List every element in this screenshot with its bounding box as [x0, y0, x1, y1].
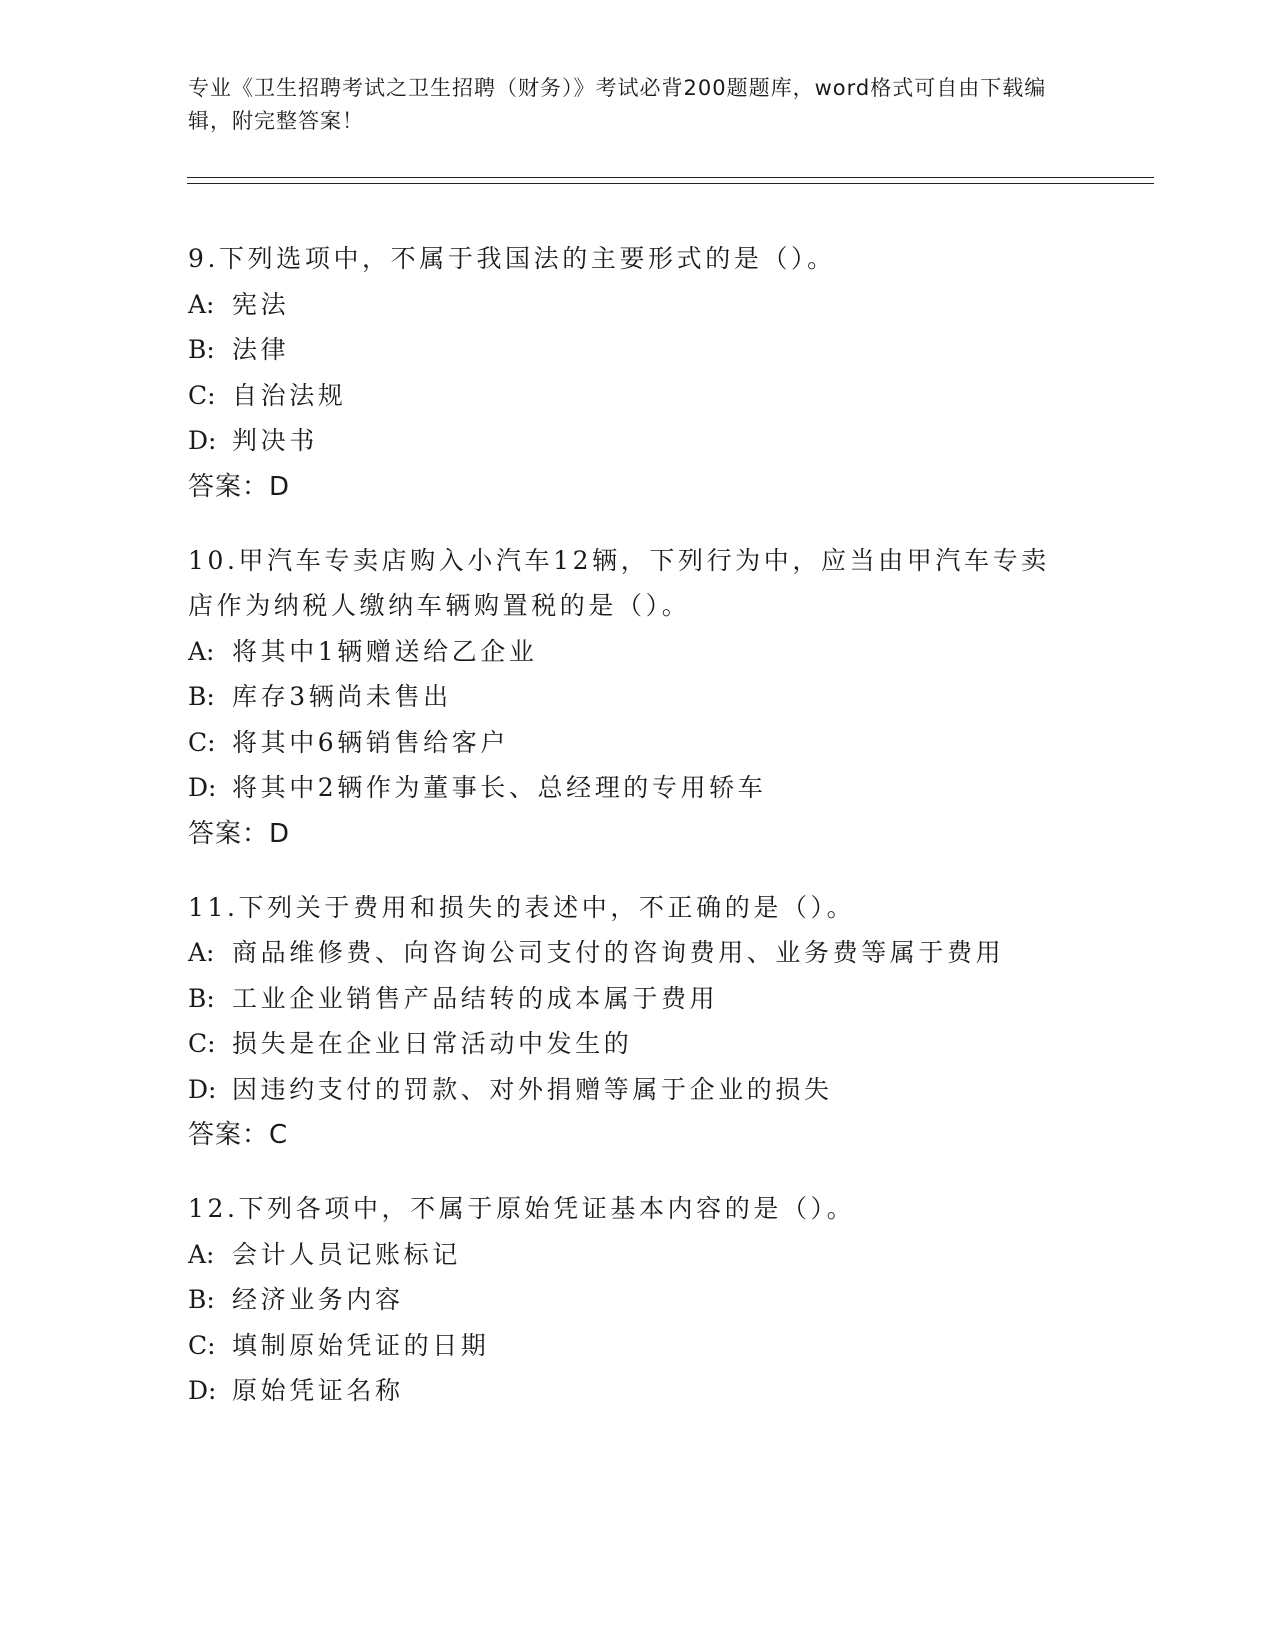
option-key: D:	[188, 426, 217, 455]
option-d	[188, 418, 1148, 464]
header-divider-top	[187, 177, 1154, 178]
option-c	[188, 1021, 1148, 1067]
answer: 答案：D	[188, 818, 291, 849]
option-text: 将其中6辆销售给客户	[232, 727, 509, 757]
option-text: 法律	[232, 335, 290, 364]
option-a	[188, 282, 1148, 328]
question-stem: 11.下列关于费用和损失的表述中，不正确的是（）。	[188, 892, 856, 922]
question-12	[188, 1186, 1148, 1414]
option-c	[188, 1323, 1148, 1369]
option-key: B:	[188, 335, 215, 364]
option-a	[188, 930, 1148, 976]
answer: 答案：D	[188, 471, 291, 502]
option-d	[188, 1067, 1148, 1113]
option-b	[188, 1277, 1148, 1323]
option-text: 会计人员记账标记	[232, 1239, 461, 1269]
option-key: C:	[188, 727, 216, 757]
option-text: 因违约支付的罚款、对外捐赠等属于企业的损失	[232, 1074, 833, 1104]
option-text: 经济业务内容	[232, 1285, 404, 1314]
option-b	[188, 976, 1148, 1022]
question-9	[188, 236, 1148, 510]
option-b	[188, 674, 1148, 720]
question-11	[188, 885, 1148, 1159]
option-a	[188, 629, 1148, 675]
option-text: 工业企业销售产品结转的成本属于费用	[232, 983, 719, 1013]
option-text: 库存3辆尚未售出	[232, 682, 452, 711]
option-key: A:	[188, 636, 215, 666]
option-key: D:	[188, 1376, 217, 1405]
header-divider-bottom	[187, 183, 1154, 184]
option-key: D:	[188, 1074, 217, 1104]
option-key: A:	[188, 1239, 215, 1269]
option-text: 填制原始凭证的日期	[232, 1330, 490, 1360]
option-d	[188, 765, 1148, 811]
option-key: C:	[188, 1029, 216, 1058]
option-d	[188, 1368, 1148, 1414]
option-c	[188, 373, 1148, 419]
option-text: 损失是在企业日常活动中发生的	[232, 1029, 633, 1058]
option-text: 商品维修费、向咨询公司支付的咨询费用、业务费等属于费用	[232, 938, 1005, 967]
question-list	[188, 236, 1148, 1442]
option-key: B:	[188, 682, 215, 711]
option-text: 将其中2辆作为董事长、总经理的专用轿车	[232, 773, 767, 802]
option-key: D:	[188, 773, 217, 802]
option-key: C:	[188, 380, 216, 410]
question-stem: 10.甲汽车专卖店购入小汽车12辆，下列行为中，应当由甲汽车专卖店作为纳税人缴纳车辆购置税的是（）。	[188, 545, 1050, 620]
answer: 答案：C	[188, 1120, 289, 1150]
option-key: B:	[188, 983, 215, 1013]
option-c	[188, 720, 1148, 766]
option-text: 宪法	[232, 289, 290, 319]
question-stem: 9.下列选项中，不属于我国法的主要形式的是（）。	[188, 244, 836, 273]
option-text: 自治法规	[232, 380, 347, 410]
option-key: A:	[188, 938, 215, 967]
option-key: C:	[188, 1330, 216, 1360]
option-key: A:	[188, 289, 215, 319]
question-stem: 12.下列各项中，不属于原始凭证基本内容的是（）。	[188, 1194, 856, 1223]
option-b	[188, 327, 1148, 373]
option-text: 将其中1辆赠送给乙企业	[232, 636, 538, 666]
document-intro: 专业《卫生招聘考试之卫生招聘（财务）》考试必背200题题库，word格式可自由下载编辑，附完整答案！	[188, 76, 1047, 133]
option-a	[188, 1232, 1148, 1278]
option-key: B:	[188, 1285, 215, 1314]
question-10	[188, 538, 1148, 857]
option-text: 原始凭证名称	[232, 1376, 404, 1405]
option-text: 判决书	[232, 426, 318, 455]
